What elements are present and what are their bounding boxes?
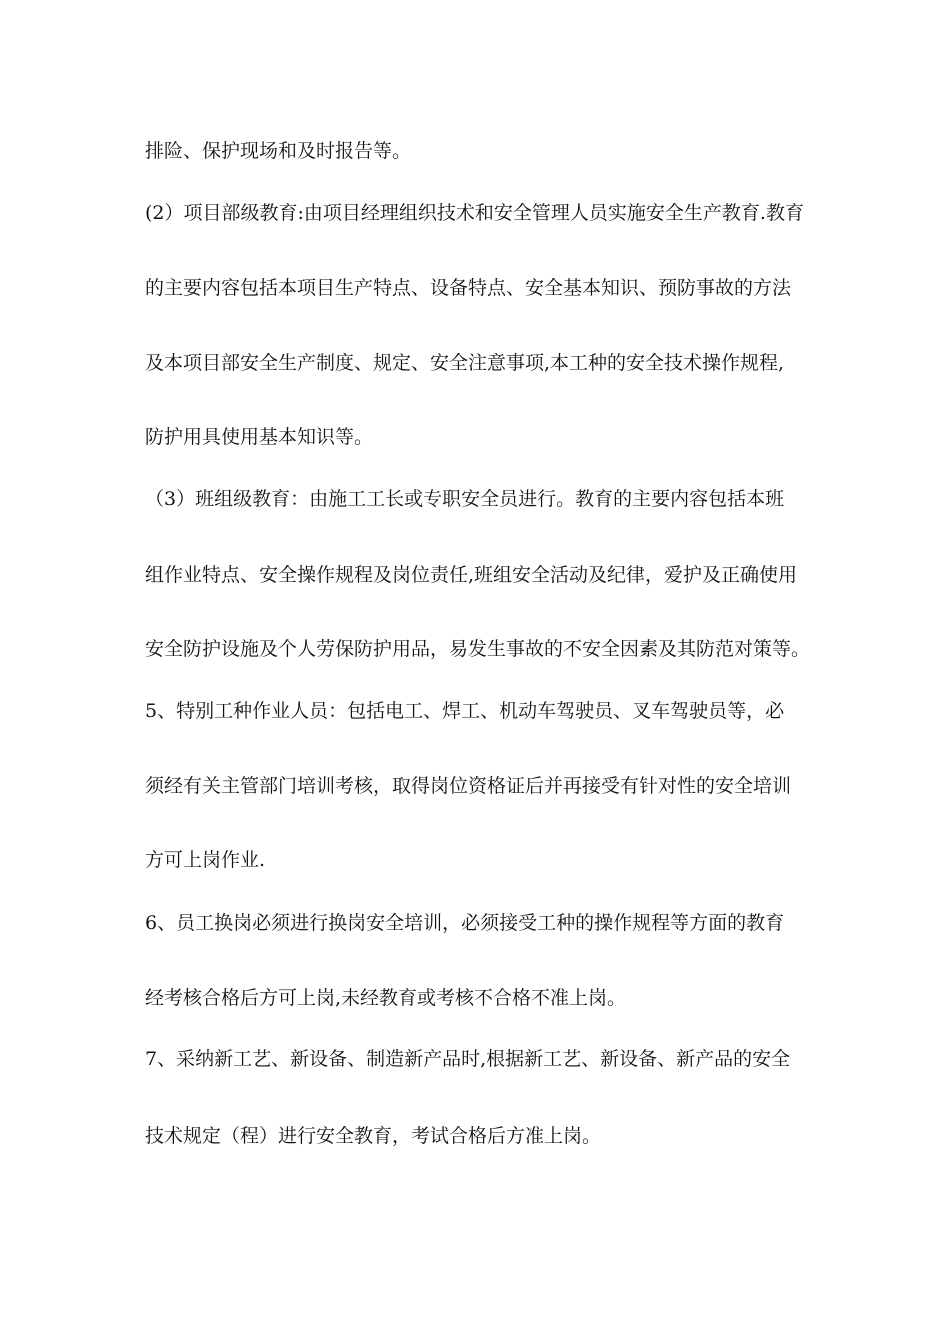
text-line-11: 方可上岗作业. — [145, 849, 266, 871]
text-line-14: 7、采纳新工艺、新设备、制造新产品时,根据新工艺、新设备、新产品的安全 — [145, 1048, 791, 1070]
text-line-9: 5、特别工种作业人员：包括电工、焊工、机动车驾驶员、叉车驾驶员等，必 — [145, 700, 785, 722]
text-line-7: 组作业特点、安全操作规程及岗位责任,班组安全活动及纪律，爱护及正确使用 — [145, 564, 798, 586]
text-line-10: 须经有关主管部门培训考核，取得岗位资格证后并再接受有针对性的安全培训 — [145, 775, 792, 797]
text-line-3: 的主要内容包括本项目生产特点、设备特点、安全基本知识、预防事故的方法 — [145, 277, 792, 299]
text-line-13: 经考核合格后方可上岗,未经教育或考核不合格不准上岗。 — [145, 987, 627, 1009]
text-line-12: 6、员工换岗必须进行换岗安全培训，必须接受工种的操作规程等方面的教育 — [145, 912, 785, 934]
text-line-6: （3）班组级教育：由施工工长或专职安全员进行。教育的主要内容包括本班 — [145, 488, 785, 510]
text-line-15: 技术规定（程）进行安全教育，考试合格后方准上岗。 — [145, 1125, 602, 1147]
text-line-1: 排险、保护现场和及时报告等。 — [145, 140, 412, 162]
text-line-2: (2）项目部级教育:由项目经理组织技术和安全管理人员实施安全生产教育.教育 — [145, 202, 804, 224]
text-line-8: 安全防护设施及个人劳保防护用品，易发生事故的不安全因素及其防范对策等。 — [145, 638, 810, 660]
text-line-4: 及本项目部安全生产制度、规定、安全注意事项,本工种的安全技术操作规程, — [145, 352, 785, 374]
text-line-5: 防护用具使用基本知识等。 — [145, 426, 374, 448]
